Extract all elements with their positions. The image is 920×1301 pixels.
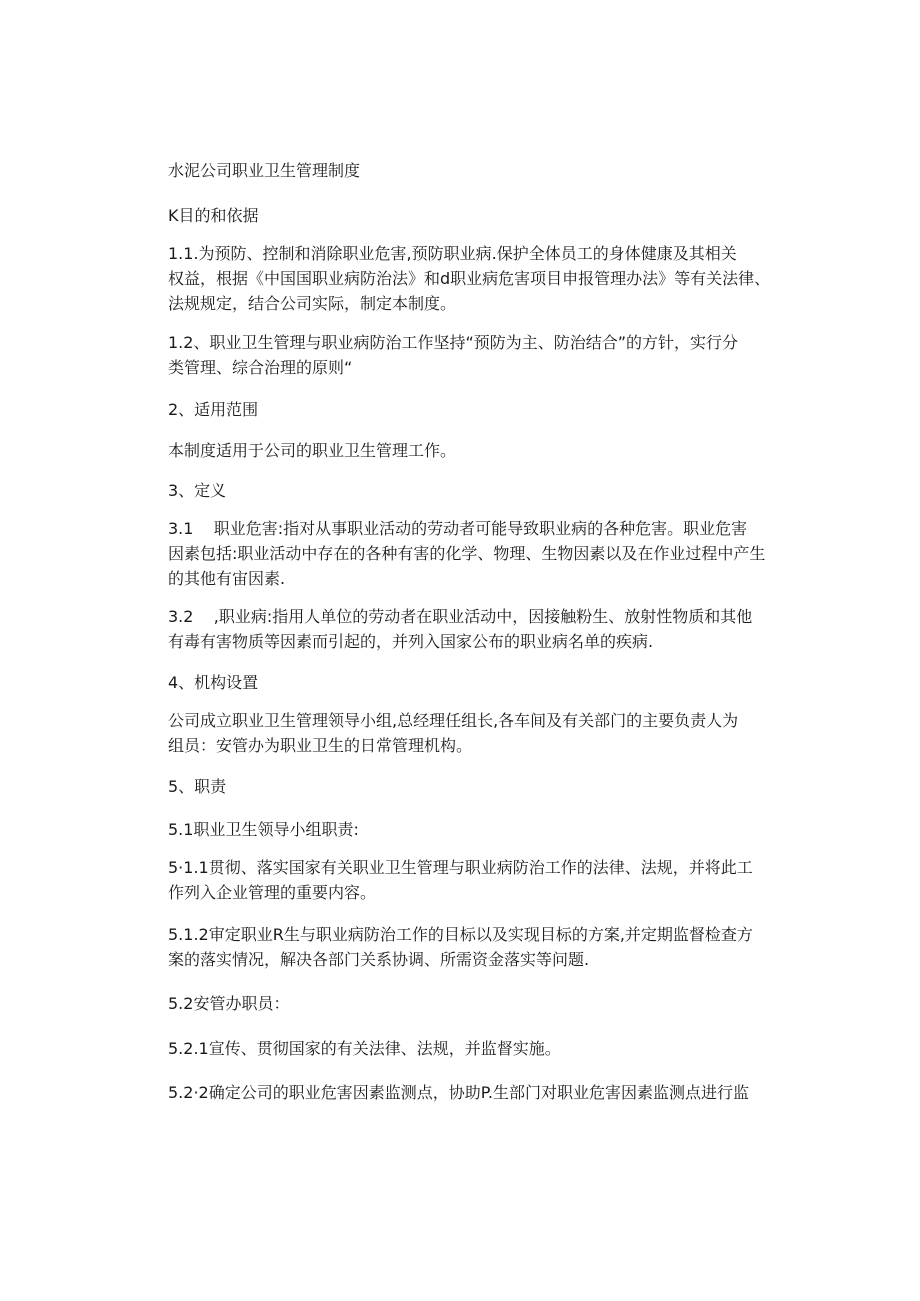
text-line: 5.1.2审定职业R生与职业病防治工作的目标以及实现目标的方案,并定期监督检查方 [168, 925, 753, 944]
text-line: 法规规定，结合公司实际，制定本制度。 [168, 294, 457, 313]
text-line: 5·1.1贯彻、落实国家有关职业卫生管理与职业病防治工作的法律、法规，并将此工 [168, 858, 753, 877]
text-line: 类管理、综合治理的原则“ [168, 358, 353, 377]
document-title: 水泥公司职业卫生管理制度 [168, 161, 361, 180]
paragraph-5-2-1: 5.2.1宣传、贯彻国家的有关法律、法规，并监督实施。 [168, 1039, 561, 1058]
section-heading-organization: 4、机构设置 [168, 673, 259, 692]
paragraph-1-2 [168, 330, 788, 380]
text-line: 因素包括:职业活动中存在的各种有害的化学、物理、生物因素以及在作业过程中产生 [168, 544, 766, 563]
text-line: 权益，根据《中国国职业病防治法》和d职业病危害项目申报管理办法》等有关法律、 [168, 269, 771, 288]
paragraph-5-1-2 [168, 922, 788, 972]
text-line: 1.2、职业卫生管理与职业病防治工作坚持“预防为主、防治结合”的方针，实行分 [168, 333, 739, 352]
text-line: 案的落实情况，解决各部门关系协调、所需资金落实等问题. [168, 950, 590, 969]
section-heading-duties: 5、职责 [168, 777, 227, 796]
paragraph-5-2-2: 5.2·2确定公司的职业危害因素监测点，协助P.生部门对职业危害因素监测点进行监 [168, 1083, 749, 1102]
paragraph-5-1-1 [168, 855, 788, 905]
text-line: 3.2 ,职业病:指用人单位的劳动者在职业活动中，因接触粉生、放射性物质和其他 [168, 607, 753, 626]
paragraph-2: 本制度适用于公司的职业卫生管理工作。 [168, 441, 457, 460]
paragraph-3-2 [168, 604, 788, 654]
text-line: 1.1.为预防、控制和消除职业危害,预防职业病.保护全体员工的身体健康及其相关 [168, 244, 737, 263]
section-heading-scope: 2、适用范围 [168, 400, 259, 419]
text-line: 的其他有宙因素. [168, 569, 286, 588]
subheading-5-1: 5.1职业卫生领导小组职责: [168, 820, 359, 839]
text-line: 有毒有害物质等因素而引起的，并列入国家公布的职业病名单的疾病. [168, 632, 654, 651]
paragraph-4 [168, 708, 788, 758]
text-line: 3.1 职业危害:指对从事职业活动的劳动者可能导致职业病的各种危害。职业危害 [168, 519, 748, 538]
paragraph-1-1 [168, 241, 788, 316]
paragraph-3-1 [168, 516, 788, 591]
subheading-5-2: 5.2安管办职员： [168, 994, 290, 1013]
text-line: 作列入企业管理的重要内容。 [168, 883, 377, 902]
section-heading-purpose: K目的和依据 [168, 206, 259, 225]
section-heading-definitions: 3、定义 [168, 481, 227, 500]
text-line: 组员：安管办为职业卫生的日常管理机构。 [168, 736, 473, 755]
text-line: 公司成立职业卫生管理领导小组,总经理任组长,各车间及有关部门的主要负责人为 [168, 711, 739, 730]
